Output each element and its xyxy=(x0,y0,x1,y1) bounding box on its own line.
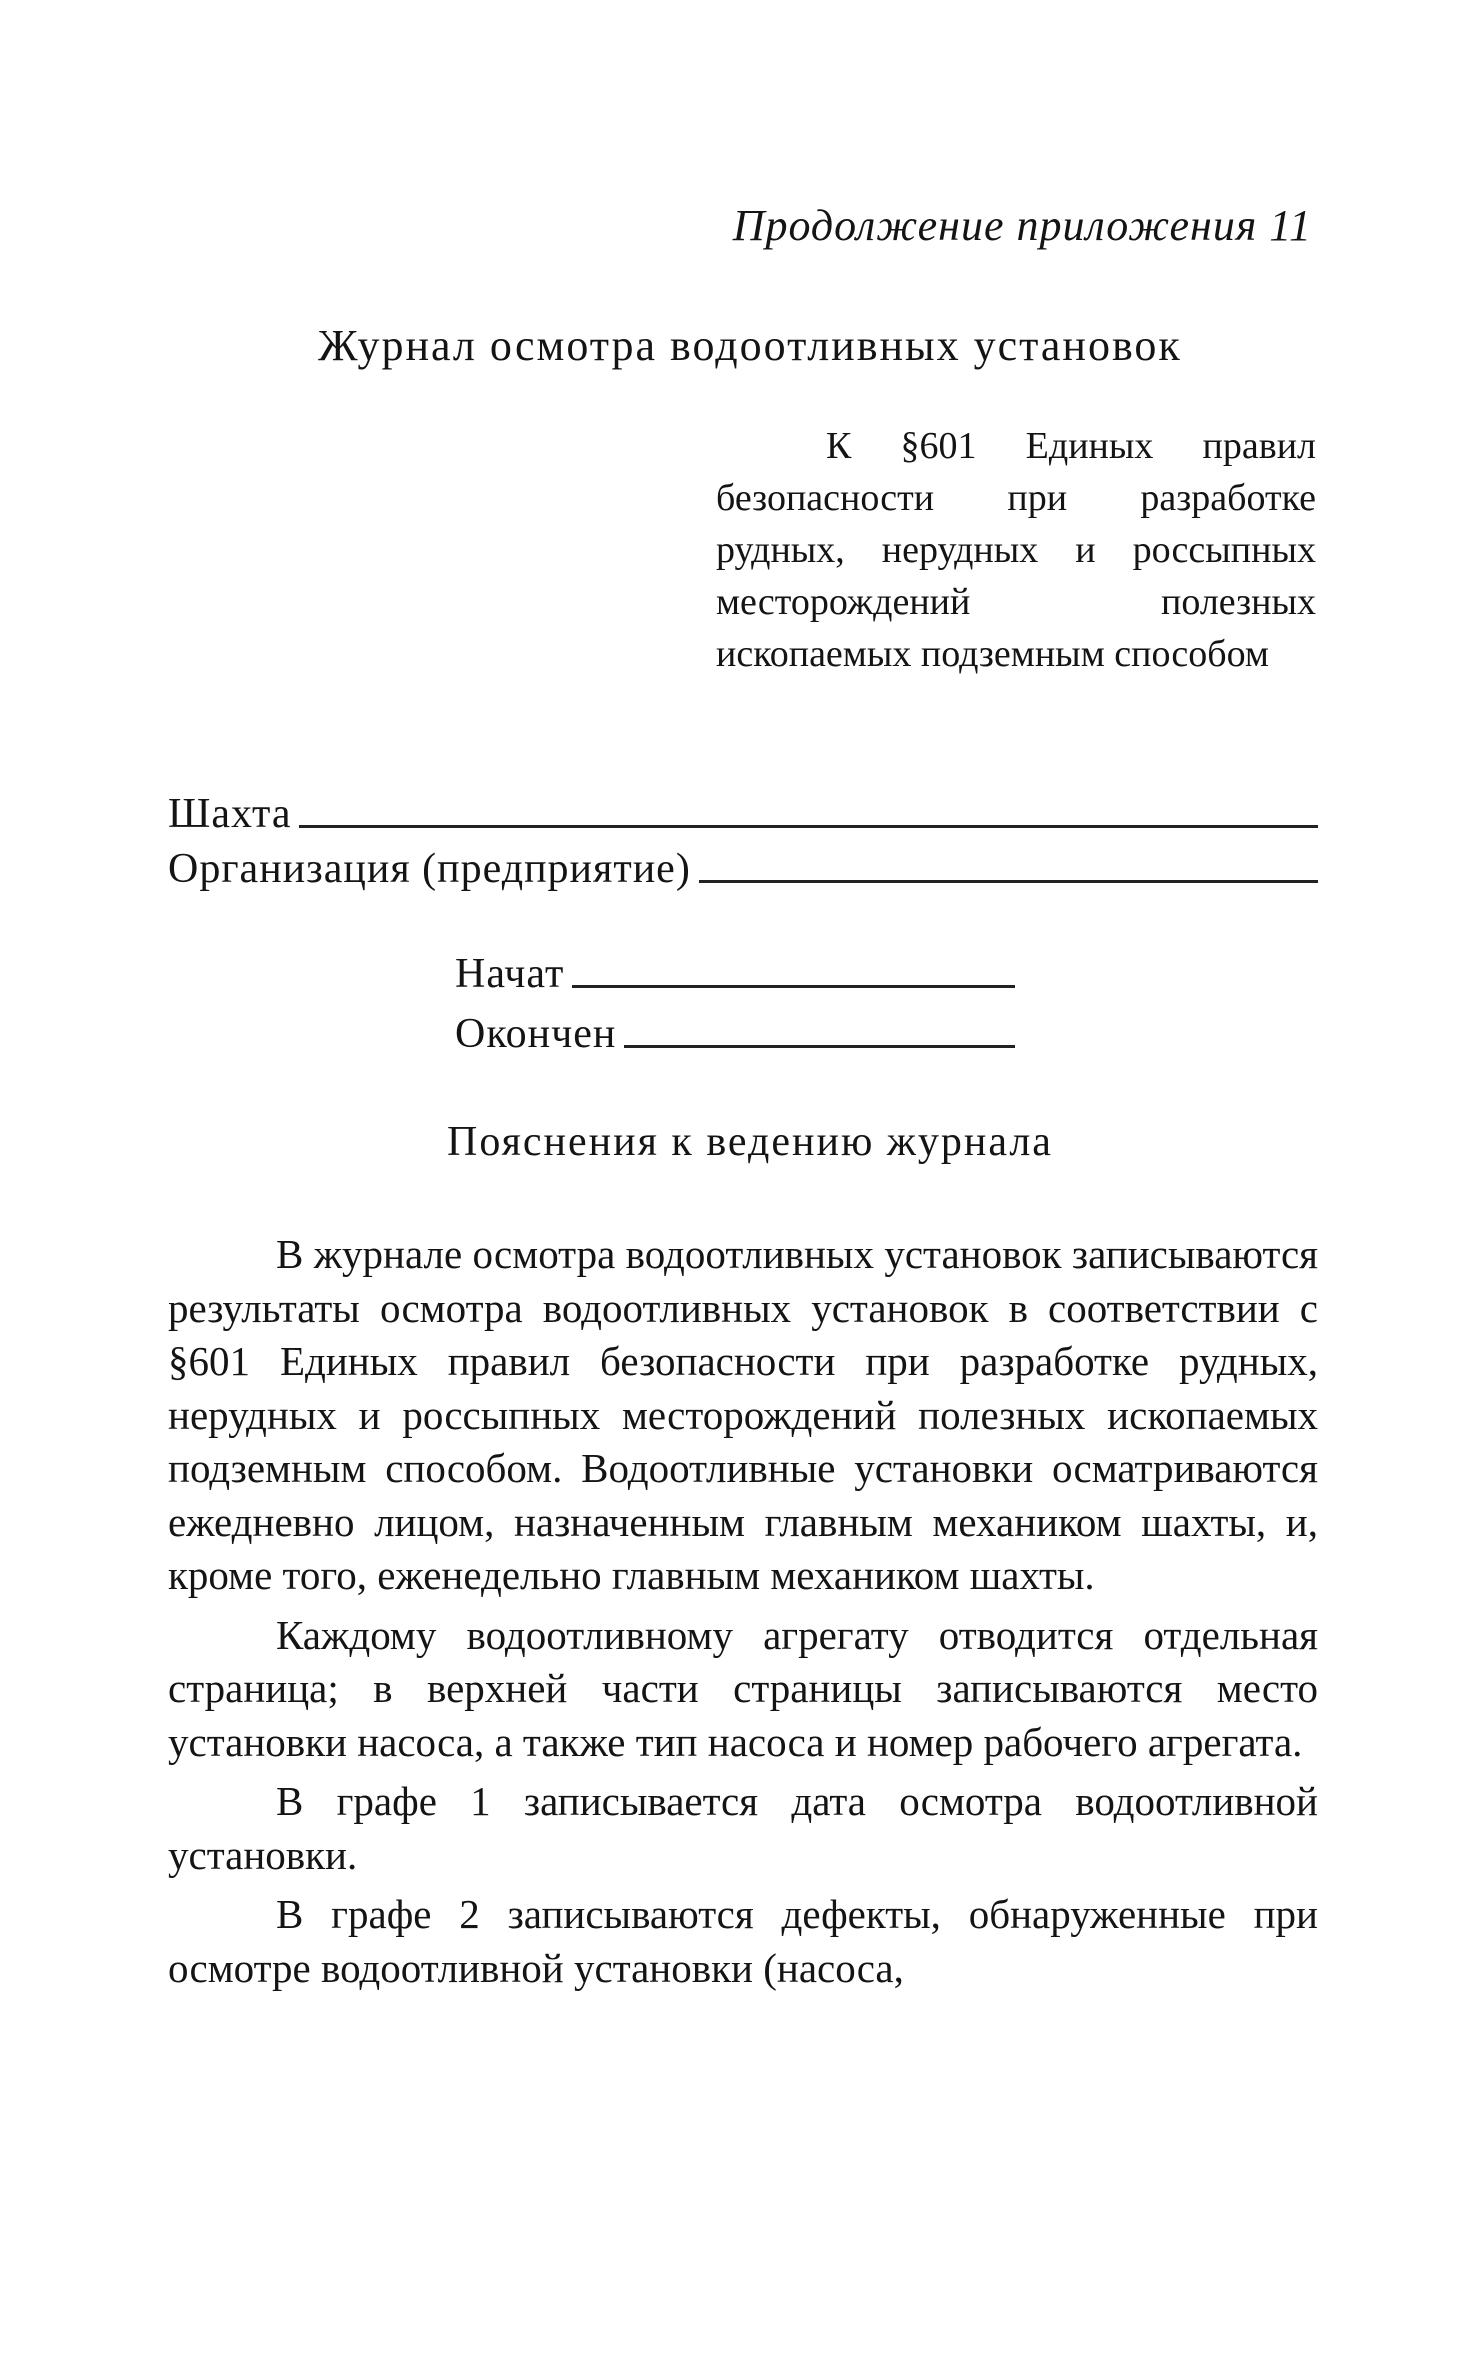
running-head: Продолжение приложения 11 xyxy=(732,201,1312,250)
end-label: Окончен xyxy=(455,1011,617,1057)
instructions-paragraph: Каждому водоотливному агрегату отводится отдельная страница; в верхней части страницы записываются место установки насоса, а также тип насоса и номер рабочего агрегата. xyxy=(168,1611,1318,1765)
regulation-reference: К §601 Единых правил безопасности при разработке рудных, нерудных и россыпных месторождений полезных ископаемых подземным способом xyxy=(716,425,1316,675)
instructions-paragraph: В графе 1 записывается дата осмотра водоотливной установки. xyxy=(168,1778,1318,1878)
start-blank-line xyxy=(572,985,1015,988)
instructions-paragraph: В графе 2 записываются дефекты, обнаруженные при осмотре водоотливной установки (насоса, xyxy=(168,1891,1318,1991)
mine-field xyxy=(168,790,1318,838)
section-title: Пояснения к ведению журнала xyxy=(447,1119,1053,1165)
organization-field xyxy=(168,845,1318,893)
end-blank-line xyxy=(624,1045,1015,1048)
organization-blank-line xyxy=(699,880,1318,883)
start-date-field xyxy=(455,950,1015,998)
instructions-paragraph: В журнале осмотра водоотливных установок записываются результаты осмотра водоотливных установок в соответствии с §601 Единых правил безопасности при разработке рудных, нерудных и россыпных месторождений полезных ископаемых подземным способом. Водоотливные установки осматриваются ежедневно лицом, назначенным главным механиком шахты, и, кроме того, еженедельно главным механиком шахты. xyxy=(168,1231,1318,1598)
instructions-text xyxy=(168,1228,1318,2001)
end-date-field xyxy=(455,1010,1015,1058)
document-title: Журнал осмотра водоотливных установок xyxy=(318,321,1182,370)
mine-blank-line xyxy=(299,825,1318,828)
organization-label: Организация (предприятие) xyxy=(168,846,691,892)
mine-label: Шахта xyxy=(168,791,292,837)
start-label: Начат xyxy=(455,951,565,997)
